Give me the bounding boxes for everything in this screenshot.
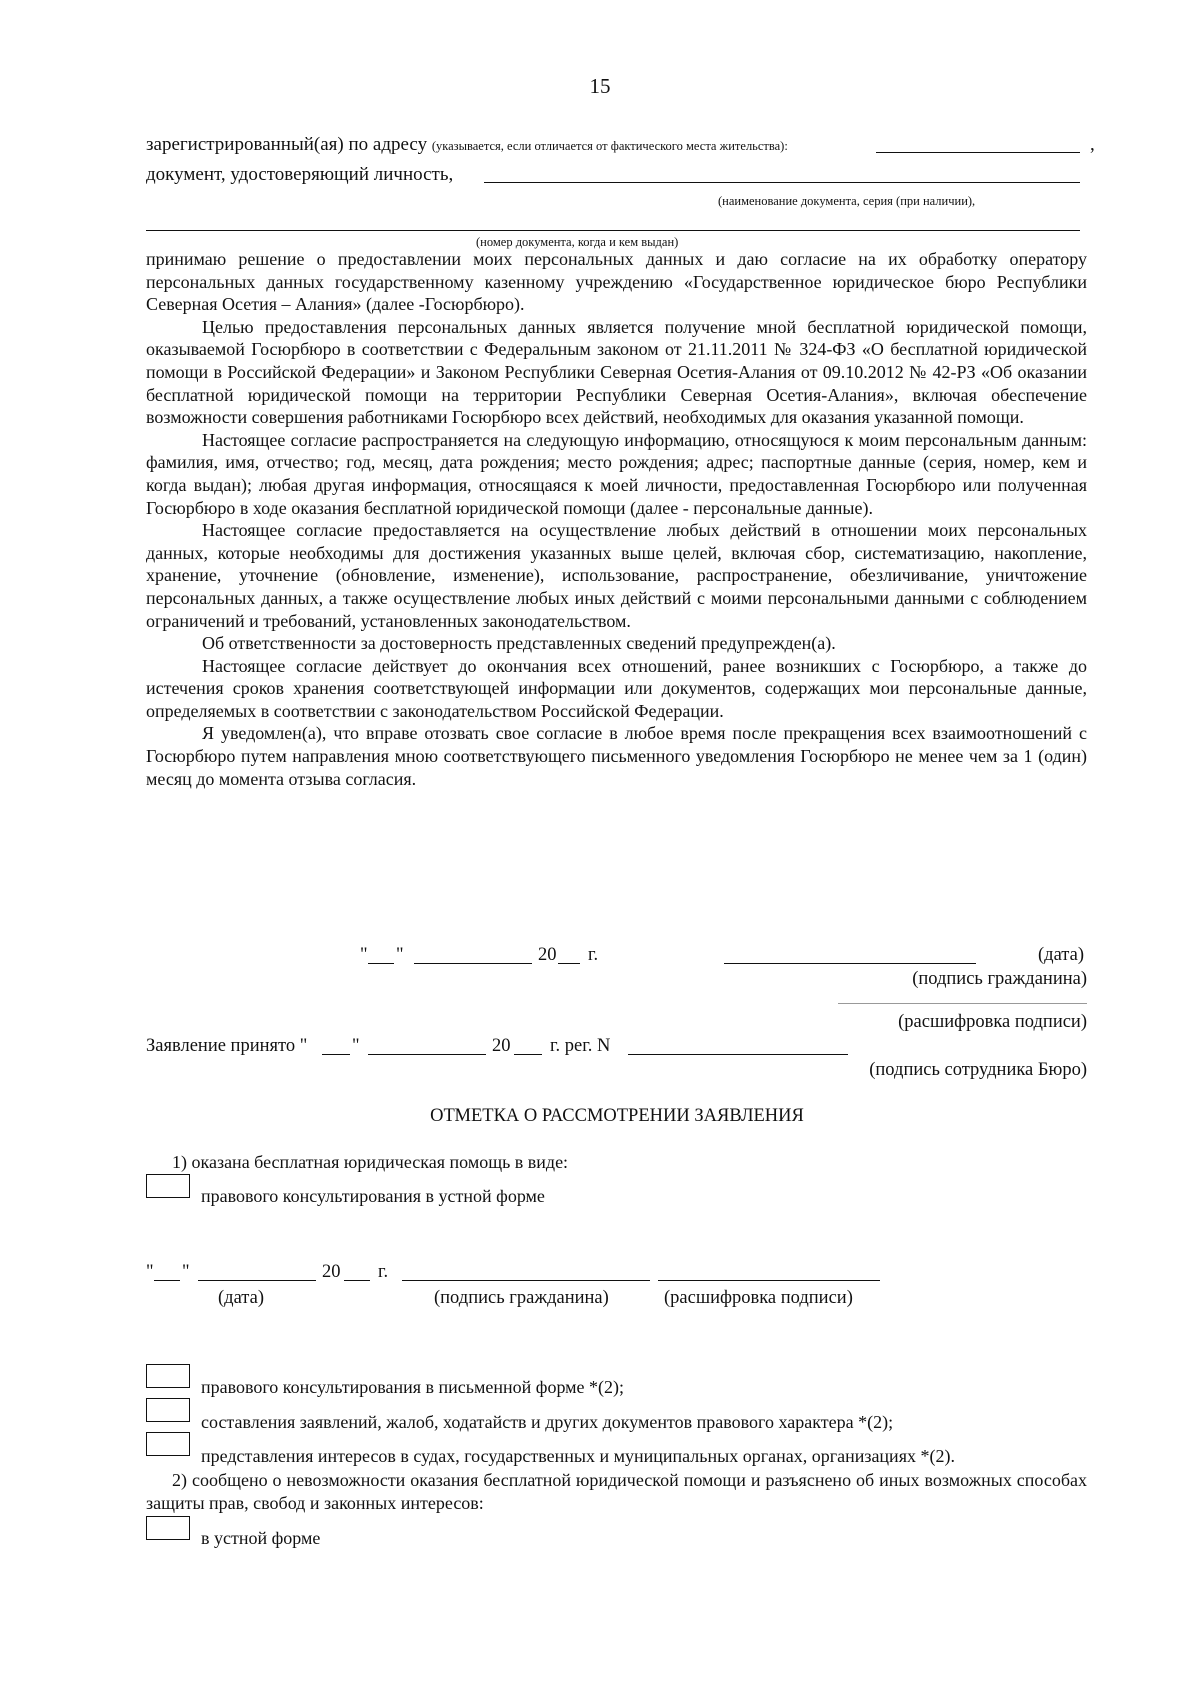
paragraph-responsibility: Об ответственности за достоверность представленных сведений предупрежден(а).	[202, 633, 836, 654]
consent-body	[146, 248, 1087, 790]
reg-number-line[interactable]	[628, 1054, 848, 1055]
sig-year-line[interactable]	[558, 963, 580, 964]
review-day-line[interactable]	[154, 1280, 180, 1281]
paragraph-actions: Настоящее согласие предоставляется на осуществление любых действий в отношении моих персональных данных, которые необходимы для достижения указанных выше целей, включая сбор, систематизацию, накопление, хранение, уточнение (обновление, изменение), использование, распространение, обезличивание, уничтожение персональных данных, а также осуществление любых иных действий с моими персональными данными с соблюдением ограничений и требований, установленных законодательством.	[146, 520, 1087, 631]
registered-note: (указывается, если отличается от фактического места жительства):	[431, 139, 788, 153]
id-doc-line[interactable]	[484, 182, 1080, 183]
paragraph-validity: Настоящее согласие действует до окончания всех отношений, ранее возникших с Госюрбюро, а также до истечения сроков хранения соответствующей информации или документов, содержащих мои персональные данные, определяемых в соответствии с законодательством Российской Федерации.	[146, 655, 1087, 721]
opt-written-consult: правового консультирования в письменной форме *(2);	[201, 1377, 625, 1397]
registered-label: зарегистрированный(ая) по адресу	[146, 134, 428, 155]
id-doc-note-2: (номер документа, когда и кем выдан)	[476, 235, 679, 249]
accepted-day-line[interactable]	[322, 1054, 350, 1055]
opt-representation: представления интересов в судах, государственных и муниципальных органах, организациях *(2).	[201, 1446, 955, 1466]
opt-oral-explain: в устной форме	[201, 1528, 321, 1548]
accepted-label: Заявление принято "	[146, 1036, 308, 1056]
checkbox-written-consult[interactable]	[146, 1364, 190, 1388]
paragraph-scope: Настоящее согласие распространяется на следующую информацию, относящуюся к моим персональным данным: фамилия, имя, отчество; год, месяц, дата рождения; место рождения; адрес; паспортные данные (серия, номер, кем и когда выдан); любая другая информация, относящаяся к моей личности, предоставленная Госюрбюро или полученная Госюрбюро в ходе оказания бесплатной юридической помощи (далее - персональные данные).	[146, 429, 1087, 518]
accepted-year-prefix: 20	[492, 1036, 511, 1056]
review-decode-label: (расшифровка подписи)	[664, 1288, 853, 1308]
review-item-1: 1) оказана бесплатная юридическая помощь в виде:	[172, 1152, 569, 1172]
sig-quote-close: "	[396, 945, 404, 965]
review-item-2: 2) сообщено о невозможности оказания бесплатной юридической помощи и разъяснено об иных возможных способах защиты прав, свобод и законных интересов:	[146, 1470, 1087, 1513]
sig-date-label: (дата)	[1038, 945, 1084, 965]
review-month-line[interactable]	[198, 1280, 316, 1281]
review-decode-line[interactable]	[658, 1280, 880, 1281]
review-quote-open: "	[146, 1262, 154, 1282]
sig-month-line[interactable]	[414, 963, 532, 964]
opt-oral-consult: правового консультирования в устной форме	[201, 1186, 545, 1206]
sig-year-prefix: 20	[538, 945, 557, 965]
paragraph-purpose: Целью предоставления персональных данных является получение мной бесплатной юридической помощи, оказываемой Госюрбюро в соответствии с Федеральным законом от 21.11.2011 № 324-ФЗ «О бесплатной юридической помощи в Российской Федерации» и Законом Республики Северная Осетия-Алания от 09.10.2012 № 42-РЗ «Об оказании бесплатной юридической помощи на территории Республики Северная Осетия-Алания», включая обеспечение возможности совершения работниками Госюрбюро всех действий, необходимых для оказания указанной помощи.	[146, 316, 1087, 428]
id-doc-label: документ, удостоверяющий личность,	[146, 164, 454, 185]
reg-label: г. рег. N	[550, 1036, 611, 1056]
sig-year-suffix: г.	[588, 945, 599, 965]
id-doc-number-line[interactable]	[146, 230, 1080, 231]
opt-drafting-docs: составления заявлений, жалоб, ходатайств и других документов правового характера *(2);	[201, 1412, 894, 1432]
checkbox-oral-consult[interactable]	[146, 1174, 190, 1198]
page-number: 15	[589, 74, 611, 98]
checkbox-oral-explain[interactable]	[146, 1516, 190, 1540]
review-year-suffix: г.	[378, 1262, 389, 1282]
paragraph-revocation: Я уведомлен(а), что вправе отозвать свое согласие в любое время после прекращения всех взаимоотношений с Госюрбюро путем направления мною соответствующего письменного уведомления Госюрбюро не менее чем за 1 (один) месяц до момента отзыва согласия.	[146, 723, 1087, 789]
checkbox-drafting-docs[interactable]	[146, 1398, 190, 1422]
citizen-signature-line[interactable]	[724, 963, 976, 964]
sig-day-line[interactable]	[368, 963, 394, 964]
decode-label: (расшифровка подписи)	[898, 1012, 1087, 1032]
decode-signature-line[interactable]	[838, 1003, 1087, 1004]
registered-address-label	[146, 134, 788, 156]
staff-sig-label: (подпись сотрудника Бюро)	[869, 1060, 1087, 1080]
review-quote-close: "	[182, 1262, 190, 1282]
registered-address-line[interactable]	[876, 152, 1080, 153]
review-date-label: (дата)	[218, 1288, 264, 1308]
checkbox-representation[interactable]	[146, 1432, 190, 1456]
review-citizen-sig-line[interactable]	[402, 1280, 650, 1281]
paragraph-decision: принимаю решение о предоставлении моих персональных данных и даю согласие на их обработку оператору персональных данных государственному казенному учреждению «Государственное юридическое бюро Республики Северная Осетия – Алания» (далее -Госюрбюро).	[146, 249, 1087, 315]
id-doc-note: (наименование документа, серия (при наличии),	[718, 194, 976, 208]
review-year-line[interactable]	[344, 1280, 370, 1281]
accepted-quote-close: "	[352, 1036, 360, 1056]
registered-comma: ,	[1090, 134, 1095, 155]
review-citizen-sig-label: (подпись гражданина)	[434, 1288, 609, 1308]
review-year-prefix: 20	[322, 1262, 341, 1282]
review-title: ОТМЕТКА О РАССМОТРЕНИИ ЗАЯВЛЕНИЯ	[430, 1106, 804, 1126]
citizen-sig-label: (подпись гражданина)	[912, 969, 1087, 989]
accepted-month-line[interactable]	[368, 1054, 486, 1055]
accepted-year-line[interactable]	[514, 1054, 542, 1055]
sig-quote-open: "	[360, 945, 368, 965]
